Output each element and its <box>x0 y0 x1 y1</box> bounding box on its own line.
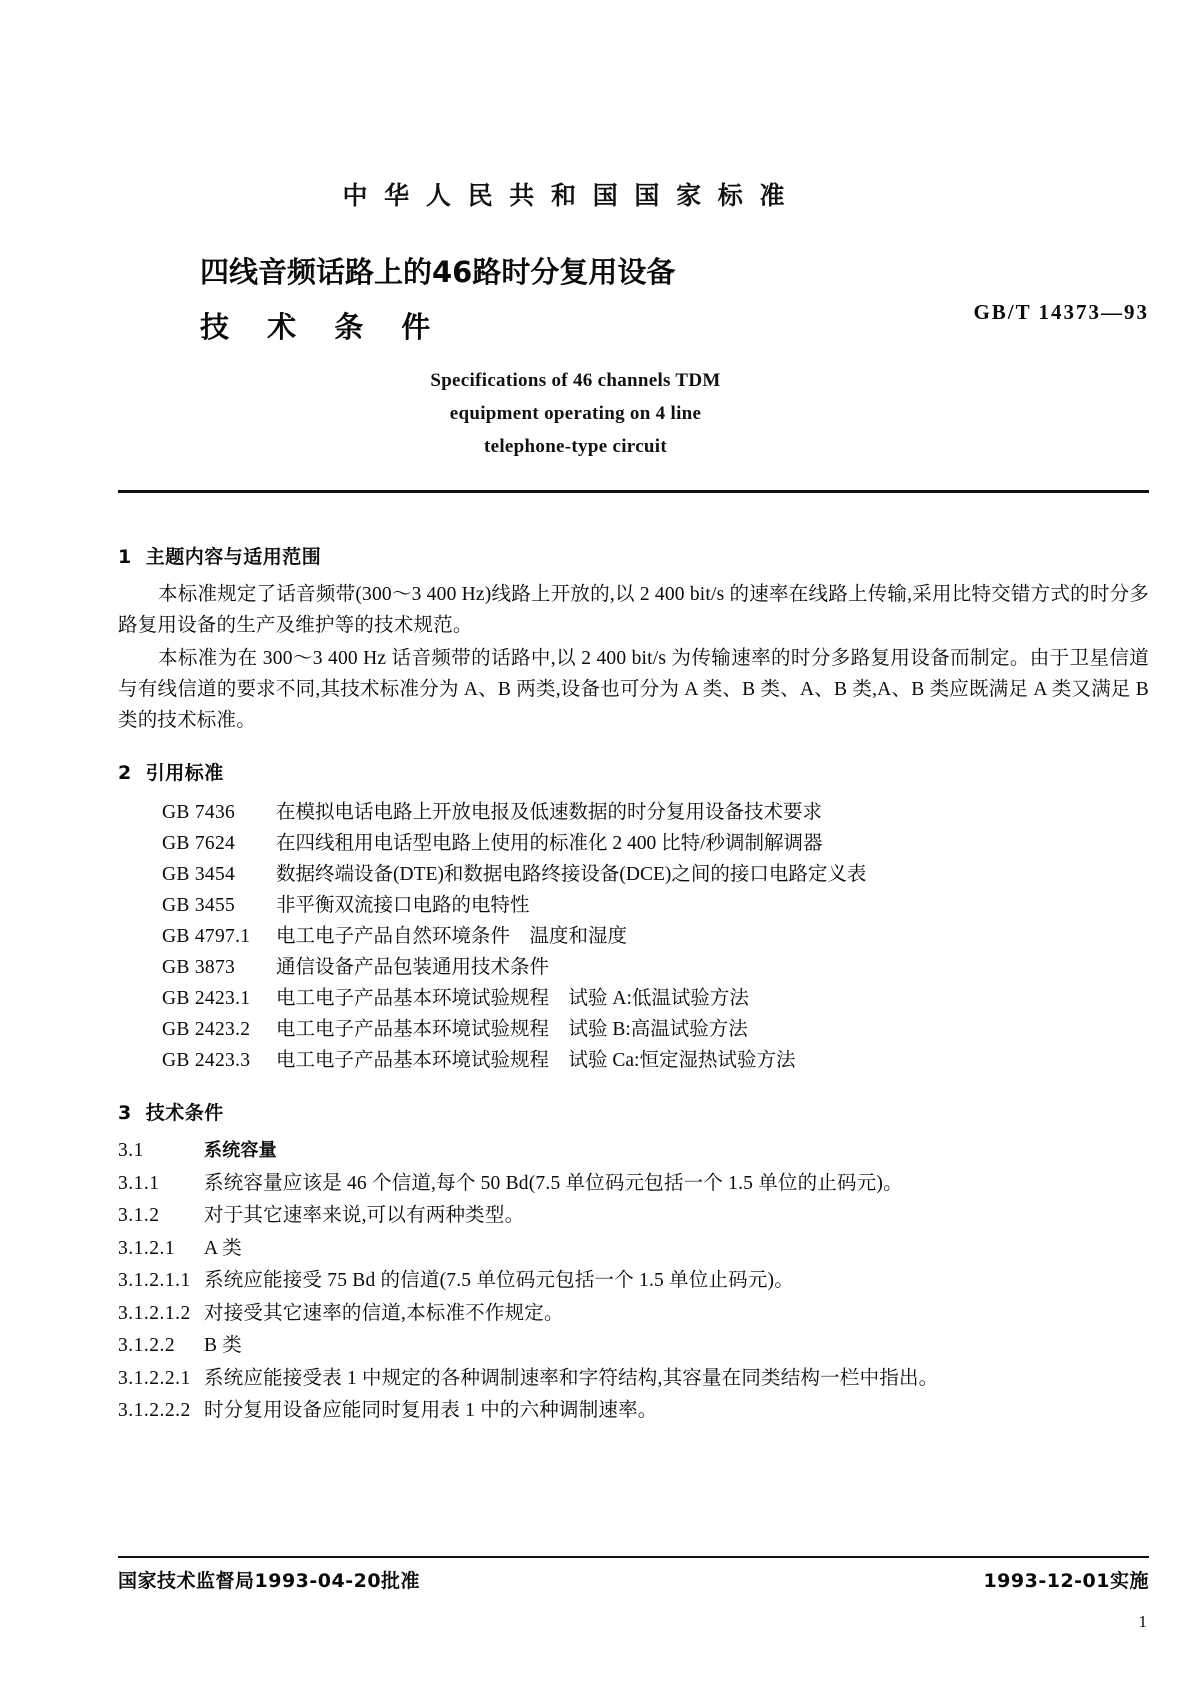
clause-number: 3.1.2.1 <box>118 1237 176 1259</box>
english-title-line-3: telephone-type circuit <box>483 436 668 457</box>
page-footer <box>118 1566 1149 1593</box>
english-title <box>0 364 1191 463</box>
list-item <box>118 983 1149 1014</box>
clause-text: 系统应能接受 75 Bd 的信道(7.5 单位码元包括一个 1.5 单位止码元)。 <box>204 1270 794 1291</box>
reference-title: 电工电子产品基本环境试验规程 试验 A:低温试验方法 <box>276 988 749 1009</box>
masthead <box>0 176 1191 212</box>
reference-code: GB 3455 <box>162 895 236 916</box>
reference-code: GB 7436 <box>162 802 236 823</box>
clause <box>118 1200 1149 1232</box>
section-2-heading <box>118 758 1149 785</box>
reference-title: 电工电子产品基本环境试验规程 试验 Ca:恒定湿热试验方法 <box>276 1050 796 1071</box>
clause <box>118 1330 1149 1362</box>
reference-code: GB 4797.1 <box>162 926 251 947</box>
clause-text: A 类 <box>204 1237 242 1259</box>
referenced-standards-list <box>118 797 1149 1076</box>
reference-code: GB 2423.2 <box>162 1019 251 1040</box>
reference-code: GB 2423.3 <box>162 1050 251 1071</box>
reference-title: 在模拟电话电路上开放电报及低速数据的时分复用设备技术要求 <box>276 802 823 823</box>
section-3-number: 3 <box>118 1102 132 1124</box>
header-divider <box>118 490 1149 493</box>
clause-text: 系统应能接受表 1 中规定的各种调制速率和字符结构,其容量在同类结构一栏中指出。 <box>204 1367 939 1389</box>
section-3-title: 技术条件 <box>145 1102 224 1124</box>
reference-title: 非平衡双流接口电路的电特性 <box>276 895 530 916</box>
reference-title: 电工电子产品基本环境试验规程 试验 B:高温试验方法 <box>276 1019 748 1040</box>
reference-title: 数据终端设备(DTE)和数据电路终接设备(DCE)之间的接口电路定义表 <box>276 864 867 885</box>
clause <box>118 1265 1149 1297</box>
section-2-title: 引用标准 <box>145 762 224 784</box>
clause-number: 3.1.2.1.1 <box>118 1270 191 1291</box>
clause-text: 时分复用设备应能同时复用表 1 中的六种调制速率。 <box>204 1400 658 1421</box>
clause-text: B 类 <box>204 1335 242 1356</box>
list-item <box>118 921 1149 952</box>
reference-title: 电工电子产品自然环境条件 温度和湿度 <box>276 926 628 947</box>
document-body <box>118 520 1149 1428</box>
reference-code: GB 3873 <box>162 957 236 978</box>
clause <box>118 1168 1149 1200</box>
clause-number: 3.1.2.1.2 <box>118 1302 191 1324</box>
clause-text: 系统容量应该是 46 个信道,每个 50 Bd(7.5 单位码元包括一个 1.5 单位的止码元)。 <box>204 1172 903 1194</box>
section-3-clause-list <box>118 1135 1149 1427</box>
standard-number: GB/T 14373—93 <box>973 300 1149 324</box>
clause-number: 3.1.2 <box>118 1205 160 1226</box>
section-1-heading <box>118 542 1149 569</box>
reference-code: GB 2423.1 <box>162 988 251 1009</box>
list-item <box>118 828 1149 859</box>
implementation-date: 1993-12-01实施 <box>983 1570 1149 1592</box>
clause-text: 系统容量 <box>204 1140 277 1161</box>
footer-divider <box>118 1556 1149 1558</box>
clause <box>118 1395 1149 1427</box>
document-title-main: 四线音频话路上的46路时分复用设备 <box>200 255 676 289</box>
title-block <box>120 250 1080 346</box>
section-3-heading <box>118 1098 1149 1125</box>
reference-code: GB 3454 <box>162 864 236 885</box>
clause-number: 3.1 <box>118 1140 144 1161</box>
clause <box>118 1363 1149 1395</box>
list-item <box>118 952 1149 983</box>
section-1-title: 主题内容与适用范围 <box>145 546 322 568</box>
section-1-paragraph-1: 本标准规定了话音频带(300～3 400 Hz)线路上开放的,以 2 400 bit/s 的速率在线路上传输,采用比特交错方式的时分多路复用设备的生产及维护等的技术规范。 <box>118 584 1149 636</box>
clause-number: 3.1.2.2.1 <box>118 1367 191 1389</box>
document-title-sub: 技 术 条 件 <box>200 310 445 344</box>
reference-title: 在四线租用电话型电路上使用的标准化 2 400 比特/秒调制解调器 <box>276 833 823 854</box>
section-1-number: 1 <box>118 546 132 568</box>
english-title-line-1: Specifications of 46 channels TDM <box>430 370 721 391</box>
clause <box>118 1298 1149 1330</box>
list-item <box>118 1014 1149 1045</box>
reference-title: 通信设备产品包装通用技术条件 <box>276 957 550 978</box>
clause-text: 对接受其它速率的信道,本标准不作规定。 <box>204 1302 564 1324</box>
clause-number: 3.1.2.2 <box>118 1335 176 1356</box>
reference-code: GB 7624 <box>162 833 236 854</box>
national-standard-title: 中 华 人 民 共 和 国 国 家 标 准 <box>342 181 789 210</box>
english-title-line-2: equipment operating on 4 line <box>449 403 702 424</box>
page-number: 1 <box>1138 1612 1147 1631</box>
clause-number: 3.1.1 <box>118 1172 160 1194</box>
section-1-paragraph-2: 本标准为在 300～3 400 Hz 话音频带的话路中,以 2 400 bit/s 为传输速率的时分多路复用设备而制定。由于卫星信道与有线信道的要求不同,其技术标准分为 A、B 两类,设备也可分为 A 类、B 类、A、B 类,A、B 类应既满足 A 类又满足 B 类的技术标准。 <box>118 648 1149 731</box>
clause-text: 对于其它速率来说,可以有两种类型。 <box>204 1205 525 1226</box>
clause <box>118 1135 1149 1167</box>
list-item <box>118 1045 1149 1076</box>
list-item <box>118 797 1149 828</box>
list-item <box>118 890 1149 921</box>
list-item <box>118 859 1149 890</box>
section-2-number: 2 <box>118 762 132 784</box>
clause-number: 3.1.2.2.2 <box>118 1400 191 1421</box>
approval-statement: 国家技术监督局1993-04-20批准 <box>118 1570 421 1592</box>
clause <box>118 1233 1149 1265</box>
